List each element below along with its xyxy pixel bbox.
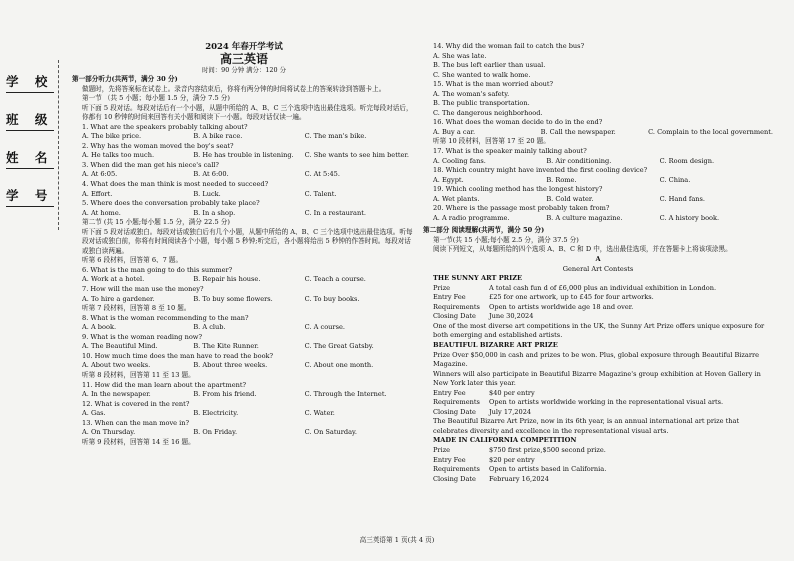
answer-option[interactable]: B. To buy some flowers. — [193, 294, 273, 303]
detail-key: Closing Date — [433, 407, 476, 416]
detail-value: Open to artists based in California. — [489, 465, 607, 474]
option-row — [423, 176, 773, 186]
contest2-desc2: Winners will also participate in Beautiful Bizarre Magazine's group exhibition at Hoven Gallery in New York later this year. — [433, 369, 761, 388]
answer-option[interactable]: A. Buy a car. — [433, 127, 476, 136]
detail-value: $20 per entry — [489, 455, 535, 464]
question-stem: 13. When can the man move in? — [82, 418, 190, 427]
detail-key: Prize — [433, 445, 451, 454]
option-row — [423, 214, 773, 224]
detail-row — [423, 312, 773, 322]
answer-option[interactable]: C. The dangerous neighborhood. — [433, 108, 543, 117]
part2-sec1-title: 第一节(共 15 小题;每小题 2.5 分，满分 37.5 分) — [433, 235, 579, 244]
answer-option[interactable]: B. Call the newspaper. — [540, 127, 616, 136]
answer-option[interactable]: C. China. — [659, 175, 691, 184]
option-row — [72, 361, 416, 371]
answer-option[interactable]: B. The bus left earlier than usual. — [433, 61, 546, 70]
answer-option[interactable]: C. She wanted to walk home. — [433, 70, 531, 79]
contest2-desc3: The Beautiful Bizarre Art Prize, now in its 6th year, is an annual international art prize that celebrates diversity and excellence in the representational visual arts. — [433, 417, 740, 435]
answer-option[interactable]: A. At 6:05. — [82, 170, 118, 179]
question-stem: 17. What is the speaker mainly talking about? — [433, 147, 587, 156]
answer-option[interactable]: A. The bike price. — [82, 132, 142, 141]
answer-option[interactable]: B. From his friend. — [193, 390, 257, 399]
answer-option[interactable]: B. The public transportation. — [433, 99, 530, 108]
answer-option[interactable]: A. To hire a gardener. — [82, 294, 155, 303]
number-label: 学 号 — [6, 188, 54, 203]
listening-note: 听第 10 段材料，回答第 17 至 20 题。 — [433, 137, 550, 146]
question-stem: 6. What is the man going to do this summer? — [82, 265, 233, 274]
detail-row — [423, 284, 773, 294]
answer-option[interactable]: C. A history book. — [659, 213, 720, 222]
question-stem: 18. Which country might have invented the first cooling device? — [433, 166, 648, 175]
answer-option[interactable]: B. Electricity. — [193, 409, 239, 418]
listening-note: 听第 9 段材料，回答第 14 至 16 题。 — [82, 437, 195, 446]
answer-option[interactable]: A. A radio programme. — [433, 213, 510, 222]
sec2-title: 第二节 (共 15 小题;每小题 1.5 分，满分 22.5 分) — [82, 218, 230, 227]
answer-option[interactable]: B. He has trouble in listening. — [193, 151, 294, 160]
option-row — [72, 275, 416, 285]
detail-value: £25 for one artwork, up to £45 for four artworks. — [489, 293, 654, 302]
detail-row — [423, 456, 773, 466]
answer-option[interactable]: C. At 5:45. — [304, 170, 340, 179]
class-label: 班 级 — [6, 112, 54, 127]
detail-key: Entry Fee — [433, 455, 466, 464]
option-row — [72, 323, 416, 333]
question-stem: 9. What is the woman reading now? — [82, 332, 202, 341]
contest3-details — [423, 446, 773, 484]
class-field[interactable] — [6, 110, 54, 128]
question-stem: 4. What does the man think is most needed to succeed? — [82, 180, 269, 189]
detail-value: July 17,2024 — [489, 407, 532, 416]
number-field[interactable] — [6, 186, 54, 204]
question-list-1 — [72, 123, 416, 218]
answer-option[interactable]: A. Egypt. — [433, 175, 464, 184]
question-stem: 12. What is covered in the rent? — [82, 399, 190, 408]
passage-title: General Art Contests — [562, 264, 634, 273]
page-footer: 高三英语第 1 页(共 4 页) — [359, 536, 435, 544]
answer-option[interactable]: C. In a restaurant. — [304, 208, 366, 217]
answer-option[interactable]: C. Water. — [304, 409, 335, 418]
part2-sec1-intro: 阅读下列短文，从每题所给的四个选项 A、B、C 和 D 中，选出最佳选项，并在答题卡上将该项涂黑。 — [433, 245, 732, 254]
right-column — [423, 42, 773, 484]
question-stem: 8. What is the woman recommending to the man? — [82, 313, 249, 322]
answer-option[interactable]: C. Teach a course. — [304, 275, 366, 284]
answer-option[interactable]: B. A club. — [193, 323, 226, 332]
detail-value: Open to artists worldwide working in the representational visual arts. — [489, 398, 724, 407]
answer-option[interactable]: B. In a shop. — [193, 208, 236, 217]
option-row — [72, 295, 416, 305]
answer-option[interactable]: C. Through the Internet. — [304, 390, 387, 399]
question-stem: 19. Which cooling method has the longest history? — [433, 185, 603, 194]
part1-intro: 做题时，先将答案标在试卷上。录音内容结束后，你将有两分钟的时间将试卷上的答案转涂到答题卡上。 — [82, 84, 386, 93]
binding-strip — [0, 60, 58, 230]
answer-option[interactable]: B. On Friday. — [193, 428, 238, 437]
exam-meta: 时间：90 分钟 满分：120 分 — [202, 66, 286, 74]
name-field[interactable] — [6, 148, 54, 166]
answer-option[interactable]: C. About one month. — [304, 361, 374, 370]
detail-row — [423, 446, 773, 456]
answer-option[interactable]: C. Room design. — [659, 156, 715, 165]
option-row — [72, 409, 416, 419]
detail-row — [423, 303, 773, 313]
question-stem: 16. What does the woman decide to do in the end? — [433, 118, 603, 127]
answer-option[interactable]: A. The woman's safety. — [433, 89, 510, 98]
listening-note: 听第 8 段材料，回答第 11 至 13 题。 — [82, 370, 195, 379]
option-row — [72, 428, 416, 438]
detail-value: A total cash fun d of £6,000 plus an individual exhibition in London. — [489, 283, 717, 292]
answer-option[interactable]: B. Air conditioning. — [546, 156, 612, 165]
question-stem: 2. Why has the woman moved the boy's seat? — [82, 141, 234, 150]
left-column — [72, 42, 416, 447]
sec1-intro: 听下面 5 段对话。每段对话后有一个小题，从题中所给的 A、B、C 三个选项中选出最佳选项。听完每段对话后，你都有 10 秒钟的时间来回答有关小题和阅读下一小题。每段对话仅读一遍。 — [82, 103, 413, 122]
sec2-intro: 听下面 5 段对话或独白。每段对话或独白后有几个小题，从题中所给的 A、B、C 三个选项中选出最佳选项。听每段对话或独白前，你将有时间阅读各个小题，每小题 5 秒钟;听完后，各小题将给出 5 秒钟的作答时间。每段对话或独白读两遍。 — [82, 227, 413, 255]
question-list-3 — [423, 42, 773, 223]
answer-option[interactable]: C. The man's bike. — [304, 132, 367, 141]
sec1-title: 第一节 （共 5 小题；每小题 1.5 分，满分 7.5 分) — [82, 94, 230, 103]
detail-row — [423, 398, 773, 408]
question-stem: 5. Where does the conversation probably take place? — [82, 199, 260, 208]
detail-row — [423, 465, 773, 475]
question-list-2 — [72, 256, 416, 447]
detail-row — [423, 408, 773, 418]
option-row — [72, 170, 416, 180]
answer-option[interactable]: B. Cold water. — [546, 194, 594, 203]
answer-option[interactable]: A. Effort. — [82, 189, 113, 198]
contest1-name: THE SUNNY ART PRIZE — [433, 274, 523, 283]
answer-option[interactable]: A. Cooling fans. — [433, 156, 486, 165]
answer-option[interactable]: A. She was late. — [433, 51, 487, 60]
question-stem: 10. How much time does the man have to read the book? — [82, 351, 274, 360]
option-row — [72, 209, 416, 219]
contest2-name: BEAUTIFUL BIZARRE ART PRIZE — [433, 340, 558, 349]
subject-title: 高三英语 — [219, 52, 268, 66]
question-stem: 14. Why did the woman fail to catch the bus? — [433, 42, 585, 50]
answer-option[interactable]: A. Work at a hotel. — [82, 275, 145, 284]
question-stem: 1. What are the speakers probably talking about? — [82, 122, 248, 131]
detail-key: Entry Fee — [433, 388, 466, 397]
detail-value: $750 first prize,$500 second prize. — [489, 445, 606, 454]
contest2-desc1: Prize Over $50,000 in cash and prizes to be won. Plus, global exposure through Beautiful Bizarre Magazine. — [433, 350, 760, 369]
answer-option[interactable]: C. To buy books. — [304, 294, 360, 303]
answer-option[interactable]: B. At 6:00. — [193, 170, 229, 179]
listening-note: 听第 7 段材料，回答第 8 至 10 题。 — [82, 304, 191, 313]
option-row — [72, 342, 416, 352]
detail-value: June 30,2024 — [489, 312, 534, 321]
answer-option[interactable]: B. A bike race. — [193, 132, 243, 141]
answer-option[interactable]: C. Complain to the local government. — [648, 127, 773, 136]
detail-value: February 16,2024 — [489, 474, 549, 483]
detail-key: Entry Fee — [433, 293, 466, 302]
part1-title: 第一部分听力(共两节，满分 30 分) — [72, 75, 178, 83]
option-row — [72, 151, 416, 161]
contest1-desc: One of the most diverse art competitions in the UK, the Sunny Art Prize offers unique exposure for both emerging and established artists. — [433, 321, 765, 340]
answer-option[interactable]: B. Repair his house. — [193, 275, 261, 284]
name-label: 姓 名 — [6, 150, 54, 165]
answer-option[interactable]: C. Talent. — [304, 189, 337, 198]
answer-option[interactable]: C. The Great Gatsby. — [304, 342, 374, 351]
answer-option[interactable]: C. On Saturday. — [304, 428, 357, 437]
option-row — [423, 157, 773, 167]
detail-key: Prize — [433, 283, 451, 292]
answer-option[interactable]: A. At home. — [82, 208, 121, 217]
detail-key: Closing Date — [433, 312, 476, 321]
answer-option[interactable]: B. A culture magazine. — [546, 213, 623, 222]
question-stem: 15. What is the man worried about? — [433, 80, 554, 89]
answer-option[interactable]: A. A book. — [82, 323, 117, 332]
passage-letter: A — [595, 255, 601, 264]
question-stem: 7. How will the man use the money? — [82, 285, 204, 294]
question-stem: 3. When did the man get his niece's call? — [82, 160, 219, 169]
answer-option[interactable]: B. Rome. — [546, 175, 577, 184]
detail-value: Open to artists worldwide age 18 and over. — [489, 302, 634, 311]
answer-option[interactable]: B. The Kite Runner. — [193, 342, 259, 351]
answer-option[interactable]: B. About three weeks. — [193, 361, 268, 370]
answer-option[interactable]: A. He talks too much. — [82, 151, 155, 160]
detail-value: $40 per entry — [489, 388, 535, 397]
contest1-details — [423, 284, 773, 322]
detail-row — [423, 475, 773, 485]
answer-option[interactable]: A. About two weeks. — [82, 361, 151, 370]
detail-row — [423, 293, 773, 303]
option-row — [72, 132, 416, 142]
answer-option[interactable]: C. Hand fans. — [659, 194, 706, 203]
option-row — [72, 190, 416, 200]
detail-key: Requirements — [433, 302, 480, 311]
answer-option[interactable]: A. Gas. — [82, 409, 106, 418]
answer-option[interactable]: C. She wants to see him better. — [304, 151, 409, 160]
answer-option[interactable]: C. A course. — [304, 323, 345, 332]
option-row — [423, 195, 773, 205]
exam-title: 2024 年春开学考试 — [205, 42, 283, 52]
school-field[interactable] — [6, 72, 54, 90]
answer-option[interactable]: B. Luck. — [193, 189, 221, 198]
part2-title: 第二部分 阅读理解(共两节，满分 50 分) — [423, 226, 545, 235]
detail-key: Requirements — [433, 398, 480, 407]
answer-option[interactable]: A. The Beautiful Mind. — [82, 342, 158, 351]
detail-row — [423, 389, 773, 399]
contest2-details — [423, 389, 773, 418]
answer-option[interactable]: A. In the newspaper. — [82, 390, 151, 399]
contest3-name: MADE IN CALIFORNIA COMPETITION — [433, 436, 577, 445]
answer-option[interactable]: A. Wet plants. — [433, 194, 480, 203]
school-label: 学 校 — [6, 74, 54, 89]
detail-key: Closing Date — [433, 474, 476, 483]
listening-note: 听第 6 段材料，回答第 6、7 题。 — [82, 256, 183, 265]
question-stem: 20. Where is the passage most probably taken from? — [433, 204, 610, 213]
binding-dash-line — [58, 60, 59, 230]
option-row — [72, 390, 416, 400]
detail-key: Requirements — [433, 465, 480, 474]
answer-option[interactable]: A. On Thursday. — [82, 428, 136, 437]
question-stem: 11. How did the man learn about the apartment? — [82, 380, 247, 389]
